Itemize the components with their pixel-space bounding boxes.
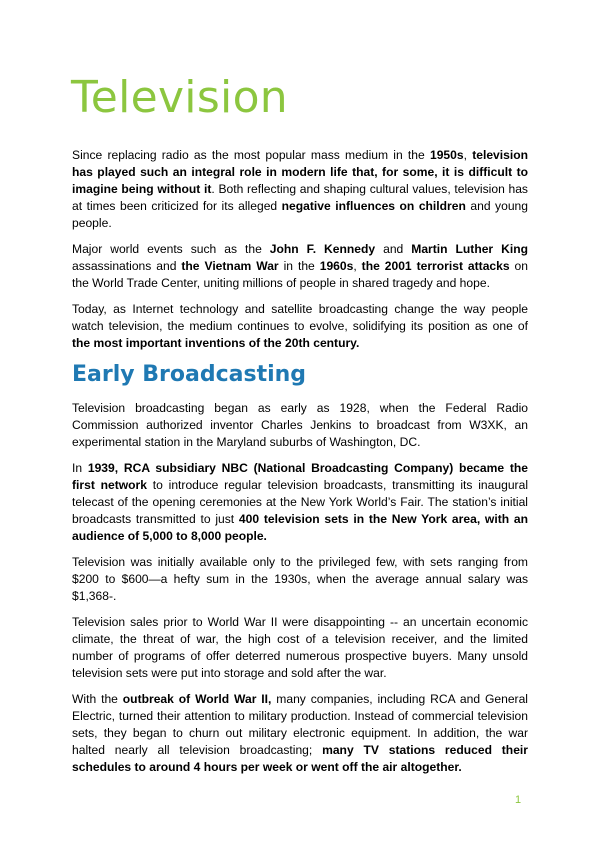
text-run: assassinations and bbox=[72, 259, 182, 273]
intro-paragraph-1 bbox=[72, 147, 528, 232]
page-title: Television bbox=[71, 72, 288, 123]
text-run: , bbox=[463, 148, 473, 162]
text-run: With the bbox=[72, 692, 123, 706]
text-run: . Both reflecting and shaping cultural values, television has at times been criticized for its alleged bbox=[72, 182, 528, 213]
text-run: , bbox=[353, 259, 362, 273]
bold-run: Martin Luther King bbox=[411, 242, 528, 256]
text-run: Television sales prior to World War II were disappointing -- an uncertain economic climate, the threat of war, the high cost of a television receiver, and the limited number of programs of offer deterred numerous prospective buyers. Many unsold television sets were put into storage and sold after the war. bbox=[72, 615, 528, 680]
text-run: to introduce regular television broadcasts, transmitting its inaugural telecast of the opening ceremonies at the New York World’s Fair. The station’s initial broadcasts transmitted to just bbox=[72, 478, 529, 526]
bold-run: outbreak of World War II, bbox=[122, 692, 272, 706]
text-run: and young people. bbox=[72, 199, 528, 230]
text-run: Since replacing radio as the most popular mass medium in the bbox=[72, 148, 430, 162]
text-run: Major world events such as the bbox=[72, 242, 270, 256]
bold-run: 1960s bbox=[319, 259, 354, 273]
page-number: 1 bbox=[515, 794, 522, 806]
text-run: Television broadcasting began as early as 1928, when the Federal Radio Commission authorized inventor Charles Jenkins to broadcast from W3XK, an experimental station in the Maryland suburbs of Washington, DC. bbox=[72, 401, 528, 449]
intro-paragraph-2 bbox=[72, 241, 528, 292]
text-run: In bbox=[72, 461, 88, 475]
text-run: and bbox=[375, 242, 412, 256]
section-heading: Early Broadcasting bbox=[72, 362, 307, 387]
bold-run: the Vietnam War bbox=[181, 259, 279, 273]
text-run: in the bbox=[278, 259, 320, 273]
bold-run: 1939, RCA subsidiary NBC (National Broadcasting Company) became the first network bbox=[72, 461, 529, 492]
bold-run: many TV stations reduced their schedules to around 4 hours per week or went off the air altogether. bbox=[72, 743, 528, 774]
bold-run: the most important inventions of the 20th century. bbox=[72, 336, 360, 350]
text-run: on the World Trade Center, uniting millions of people in shared tragedy and hope. bbox=[72, 259, 529, 290]
intro-paragraph-3 bbox=[72, 301, 528, 352]
text-run: many companies, including RCA and General Electric, turned their attention to military production. Instead of commercial television sets, they began to churn out military electronic equipment. In addition, the war halted nearly all television broadcasting; bbox=[72, 692, 528, 757]
broadcast-paragraph-2 bbox=[72, 460, 528, 545]
broadcast-paragraph-4 bbox=[72, 614, 528, 682]
broadcast-paragraph-1 bbox=[72, 400, 528, 451]
bold-run: negative influences on children bbox=[281, 199, 466, 213]
bold-run: the 2001 terrorist attacks bbox=[361, 259, 510, 273]
broadcast-paragraph-3 bbox=[72, 554, 528, 605]
bold-run: 400 television sets in the New York area, with an audience of 5,000 to 8,000 people. bbox=[72, 512, 528, 543]
document-body bbox=[72, 147, 528, 785]
broadcast-paragraph-5 bbox=[72, 691, 528, 776]
bold-run: television has played such an integral role in modern life that, for some, it is difficult to imagine being without it bbox=[72, 148, 528, 196]
bold-run: 1950s bbox=[429, 148, 464, 162]
bold-run: John F. Kennedy bbox=[269, 242, 376, 256]
text-run: Today, as Internet technology and satellite broadcasting change the way people watch television, the medium continues to evolve, solidifying its position as one of bbox=[72, 302, 528, 333]
text-run: Television was initially available only to the privileged few, with sets ranging from $200 to $600—a hefty sum in the 1930s, when the average annual salary was $1,368-. bbox=[72, 555, 528, 603]
